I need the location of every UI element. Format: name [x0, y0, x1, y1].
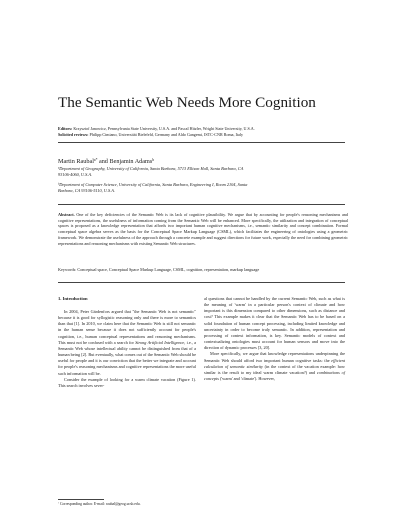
intro-p1-text: In 2004, Peter Gärdenfors argued that "the Semantic Web is not semantic" because it is good for syllogistic reasoning only and there is more to semantics than that [1]. In 2010, we claim here that the Semantic Web is still not semantic in the human sense because it does not sufficiently account for people's cognition, i.e., human conceptual representations and reasoning mechanisms. This must not be confused with a search for	[58, 309, 196, 345]
intro-paragraph-1	[58, 309, 196, 377]
abstract-bottom-divider	[58, 282, 345, 283]
footnote-divider	[58, 499, 104, 500]
intro-p1-emphasis: Strong Artificial Intelligence	[135, 339, 185, 345]
affiliation-a-line2: 93106-4060, U.S.A.	[58, 171, 93, 177]
intro-p3-emphasis-1: efficient calculation of semantic similarity	[204, 357, 345, 369]
abstract-text: One of the key deficiencies of the Semantic Web is its lack of cognitive plausibility. We argue that by accounting for people's reasoning mechanisms and cognitive representations, the usefulness of information coming from the Semantic Web will be enhanced. More specifically, the utilization and integration of conceptual spaces is proposed as a knowledge representation that affords two important human cognitive mechanisms, i.e., semantic similarity and concept combination. Formal conceptual space algebra serves as the basis for the Conceptual Space Markup Language (CSML), which facilitates the engineering of ontologies using a geometric framework. We demonstrate the usefulness of the approach through a concrete example and suggest directions for future work, especially the need for combining geometric representations and reasoning mechanisms with existing Semantic Web structures.	[58, 212, 348, 246]
abstract-top-divider	[58, 204, 345, 205]
footnote	[58, 502, 141, 507]
editors-block	[58, 126, 348, 137]
column-left	[58, 309, 196, 389]
intro-paragraph-2-continued: al questions that cannot be handled by the current Semantic Web, such as what is the meaning of 'warm' in a particular person's context of climate and how important is this dimension compared to other dimensions, such as distance and cost? This example makes it clear that the Semantic Web has to be based on a solid foundation of human concept processing, including limited knowledge and uncertainty in order to become truly semantic. In addition, representation and processing of context information, is key. Semantic models of context and contextualizing ontologies must account for human sensors and move into the direction of dynamic processes [3, 20].	[204, 296, 345, 351]
column-right	[204, 296, 345, 382]
author-line	[58, 158, 154, 165]
section-heading-introduction: 1. Introduction	[58, 296, 88, 301]
affiliation-b-line2: Barbara, CA 93106-5110, U.S.A.	[58, 187, 115, 193]
editors-label: Editors:	[58, 126, 73, 131]
intro-p3-emphasis-2: combinations of concepts	[204, 369, 345, 382]
author-2: and Benjamin Adams	[97, 158, 153, 165]
affiliation-a	[58, 166, 348, 177]
solicited-reviews-label: Solicited reviews:	[58, 131, 89, 137]
header-divider	[58, 142, 345, 143]
author-1: Martin Raubal	[58, 158, 94, 165]
solicited-reviews-line	[58, 132, 348, 138]
abstract	[58, 212, 348, 246]
editors-text: Krzysztof Janowicz, Pennsylvania State University, U.S.A. and Pascal Hitzler, Wright State University, U.S.A.	[73, 126, 255, 131]
intro-p3-text-a: More specifically, we argue that knowledge representations underpinning the Semantic Web should afford two important human cognitive tasks: the	[204, 351, 345, 363]
affiliation-b-line1: Department of Computer Science, University of California, Santa Barbara, Engineering I, Room 2104, Santa	[59, 182, 248, 187]
author-1-mark: a*	[93, 157, 98, 162]
affiliation-a-line1: Department of Geography, University of California, Santa Barbara, 5713 Ellison Hall, Santa Barbara, CA	[59, 166, 244, 171]
affiliation-b-mark: b	[58, 182, 60, 186]
intro-paragraph-3	[204, 351, 345, 382]
abstract-label: Abstract.	[58, 212, 75, 217]
footnote-mark: *	[58, 502, 60, 505]
intro-paragraph-2: Consider the example of looking for a warm climate vacation (Figure 1). This search involves sever-	[58, 376, 196, 388]
intro-p1-tail: , i.e., a Semantic Web whose intellectual ability cannot be distinguished from that of a human being [2]. But eventually, what comes out of the Semantic Web should be useful for people and it is our conviction that the better we integrate and account for people's reasoning mechanisms and cognitive representations the more useful such information will be.	[58, 339, 196, 376]
solicited-reviews-text: Philipp Cimiano, Universität Bielefeld, Germany and Aldo Gangemi, ISTC-CNR Roma, Italy	[89, 131, 244, 137]
affiliation-b	[58, 182, 348, 193]
affiliation-a-mark: a	[58, 166, 60, 170]
intro-p3-text-c: ('warm' and 'climate'). However,	[218, 376, 275, 382]
keywords: Keywords: Conceptual space, Conceptual Space Markup Language, CSML, cognition, representation, markup language	[58, 267, 260, 272]
intro-p3-text-b: (in the context of the vacation example: how similar is the result to my ideal warm climate vacation?) and	[204, 363, 345, 375]
footnote-text: Corresponding author. E-mail: raubal@geog.ucsb.edu.	[60, 502, 141, 506]
author-2-mark: b	[152, 157, 155, 162]
paper-title: The Semantic Web Needs More Cognition	[58, 94, 316, 111]
